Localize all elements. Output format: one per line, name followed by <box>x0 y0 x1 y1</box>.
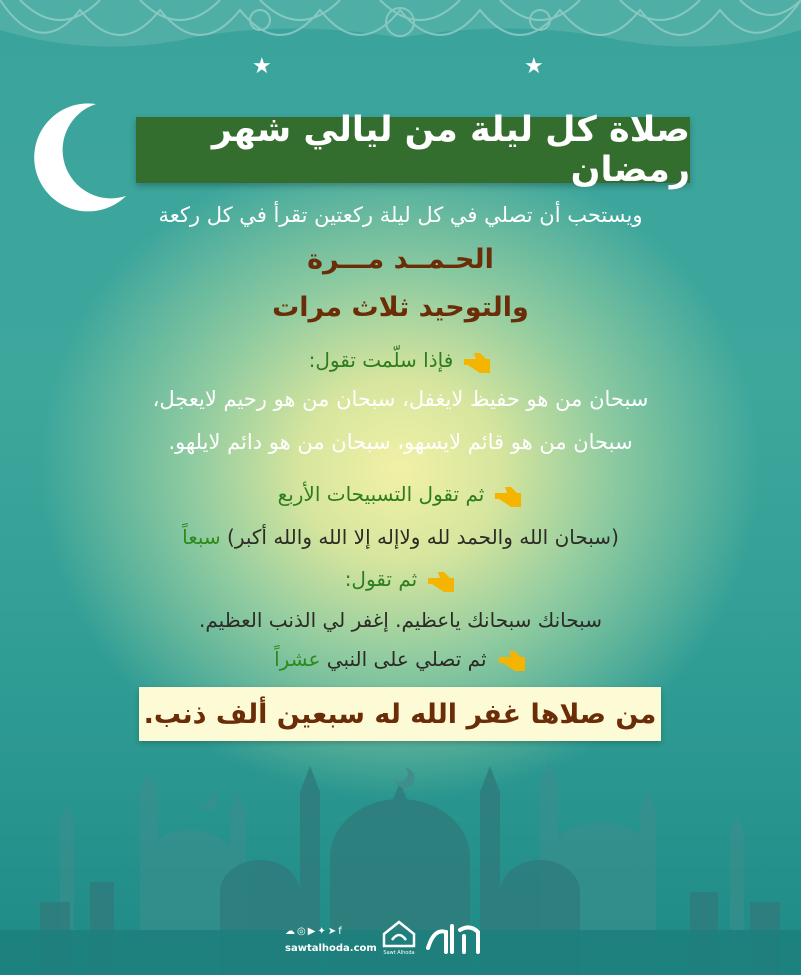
section2-label: ثم تقول التسبيحات الأربع <box>277 482 485 506</box>
section1-line1: سبحان من هو حفيظ لايغفل، سبحان من هو رحيم لايعجل، <box>152 387 649 411</box>
pointing-hand-icon <box>462 351 492 375</box>
channel-logo <box>424 918 484 958</box>
cloud-icon[interactable]: ☁ <box>285 926 297 937</box>
final-banner <box>139 687 661 741</box>
section4-line <box>40 647 761 673</box>
logo-caption: Sawt Alhoda <box>383 950 415 956</box>
tasbihat-text: (سبحان الله والحمد لله ولاإله إلا الله والله أكبر) <box>227 525 619 549</box>
twitter-icon[interactable]: ✦ <box>317 926 328 937</box>
footer <box>285 918 495 962</box>
section4-label: ثم تصلي على النبي <box>326 647 487 671</box>
pointing-hand-icon <box>493 485 523 509</box>
instagram-icon[interactable]: ◎ <box>297 926 308 937</box>
section1-label: فإذا سلّمت تقول: <box>308 348 454 372</box>
tasbihat-count: سبعاً <box>182 525 221 549</box>
website-link[interactable]: sawtalhoda.com <box>285 943 377 954</box>
intro-text: ويستحب أن تصلي في كل ليلة ركعتين تقرأ في كل ركعة <box>158 203 643 227</box>
heading-hamd: الحـمــد مـــرة <box>307 244 494 275</box>
pointing-hand-icon <box>426 570 456 594</box>
final-text: من صلاها غفر الله له سبعين ألف ذنب. <box>143 698 657 730</box>
pointing-hand-icon <box>497 649 527 673</box>
section2-text-line <box>40 525 761 549</box>
section4-count: عشراً <box>274 647 321 671</box>
youtube-icon[interactable]: ▶ <box>307 926 318 937</box>
section1-line2: سبحان من هو قائم لايسهو، سبحان من هو دائم لايلهو. <box>168 430 633 454</box>
section3-header <box>40 567 761 594</box>
telegram-icon[interactable]: ➤ <box>327 926 339 937</box>
sawt-alhoda-logo <box>382 920 416 956</box>
star-icon: ★ <box>252 54 272 79</box>
page-title: صلاة كل ليلة من ليالي شهر رمضان <box>211 110 690 190</box>
social-icons <box>285 926 344 937</box>
section2-header <box>40 482 761 509</box>
crescent-moon-icon <box>26 100 130 212</box>
heading-tawhid: والتوحيد ثلاث مرات <box>272 292 529 323</box>
facebook-icon[interactable]: f <box>338 926 344 937</box>
section3-label: ثم تقول: <box>344 567 418 591</box>
title-banner <box>136 110 690 190</box>
star-icon: ★ <box>524 54 544 79</box>
section1-header <box>40 348 761 375</box>
section3-text: سبحانك سبحانك ياعظيم. إغفر لي الذنب العظيم. <box>199 608 602 632</box>
top-ornament <box>0 0 801 70</box>
